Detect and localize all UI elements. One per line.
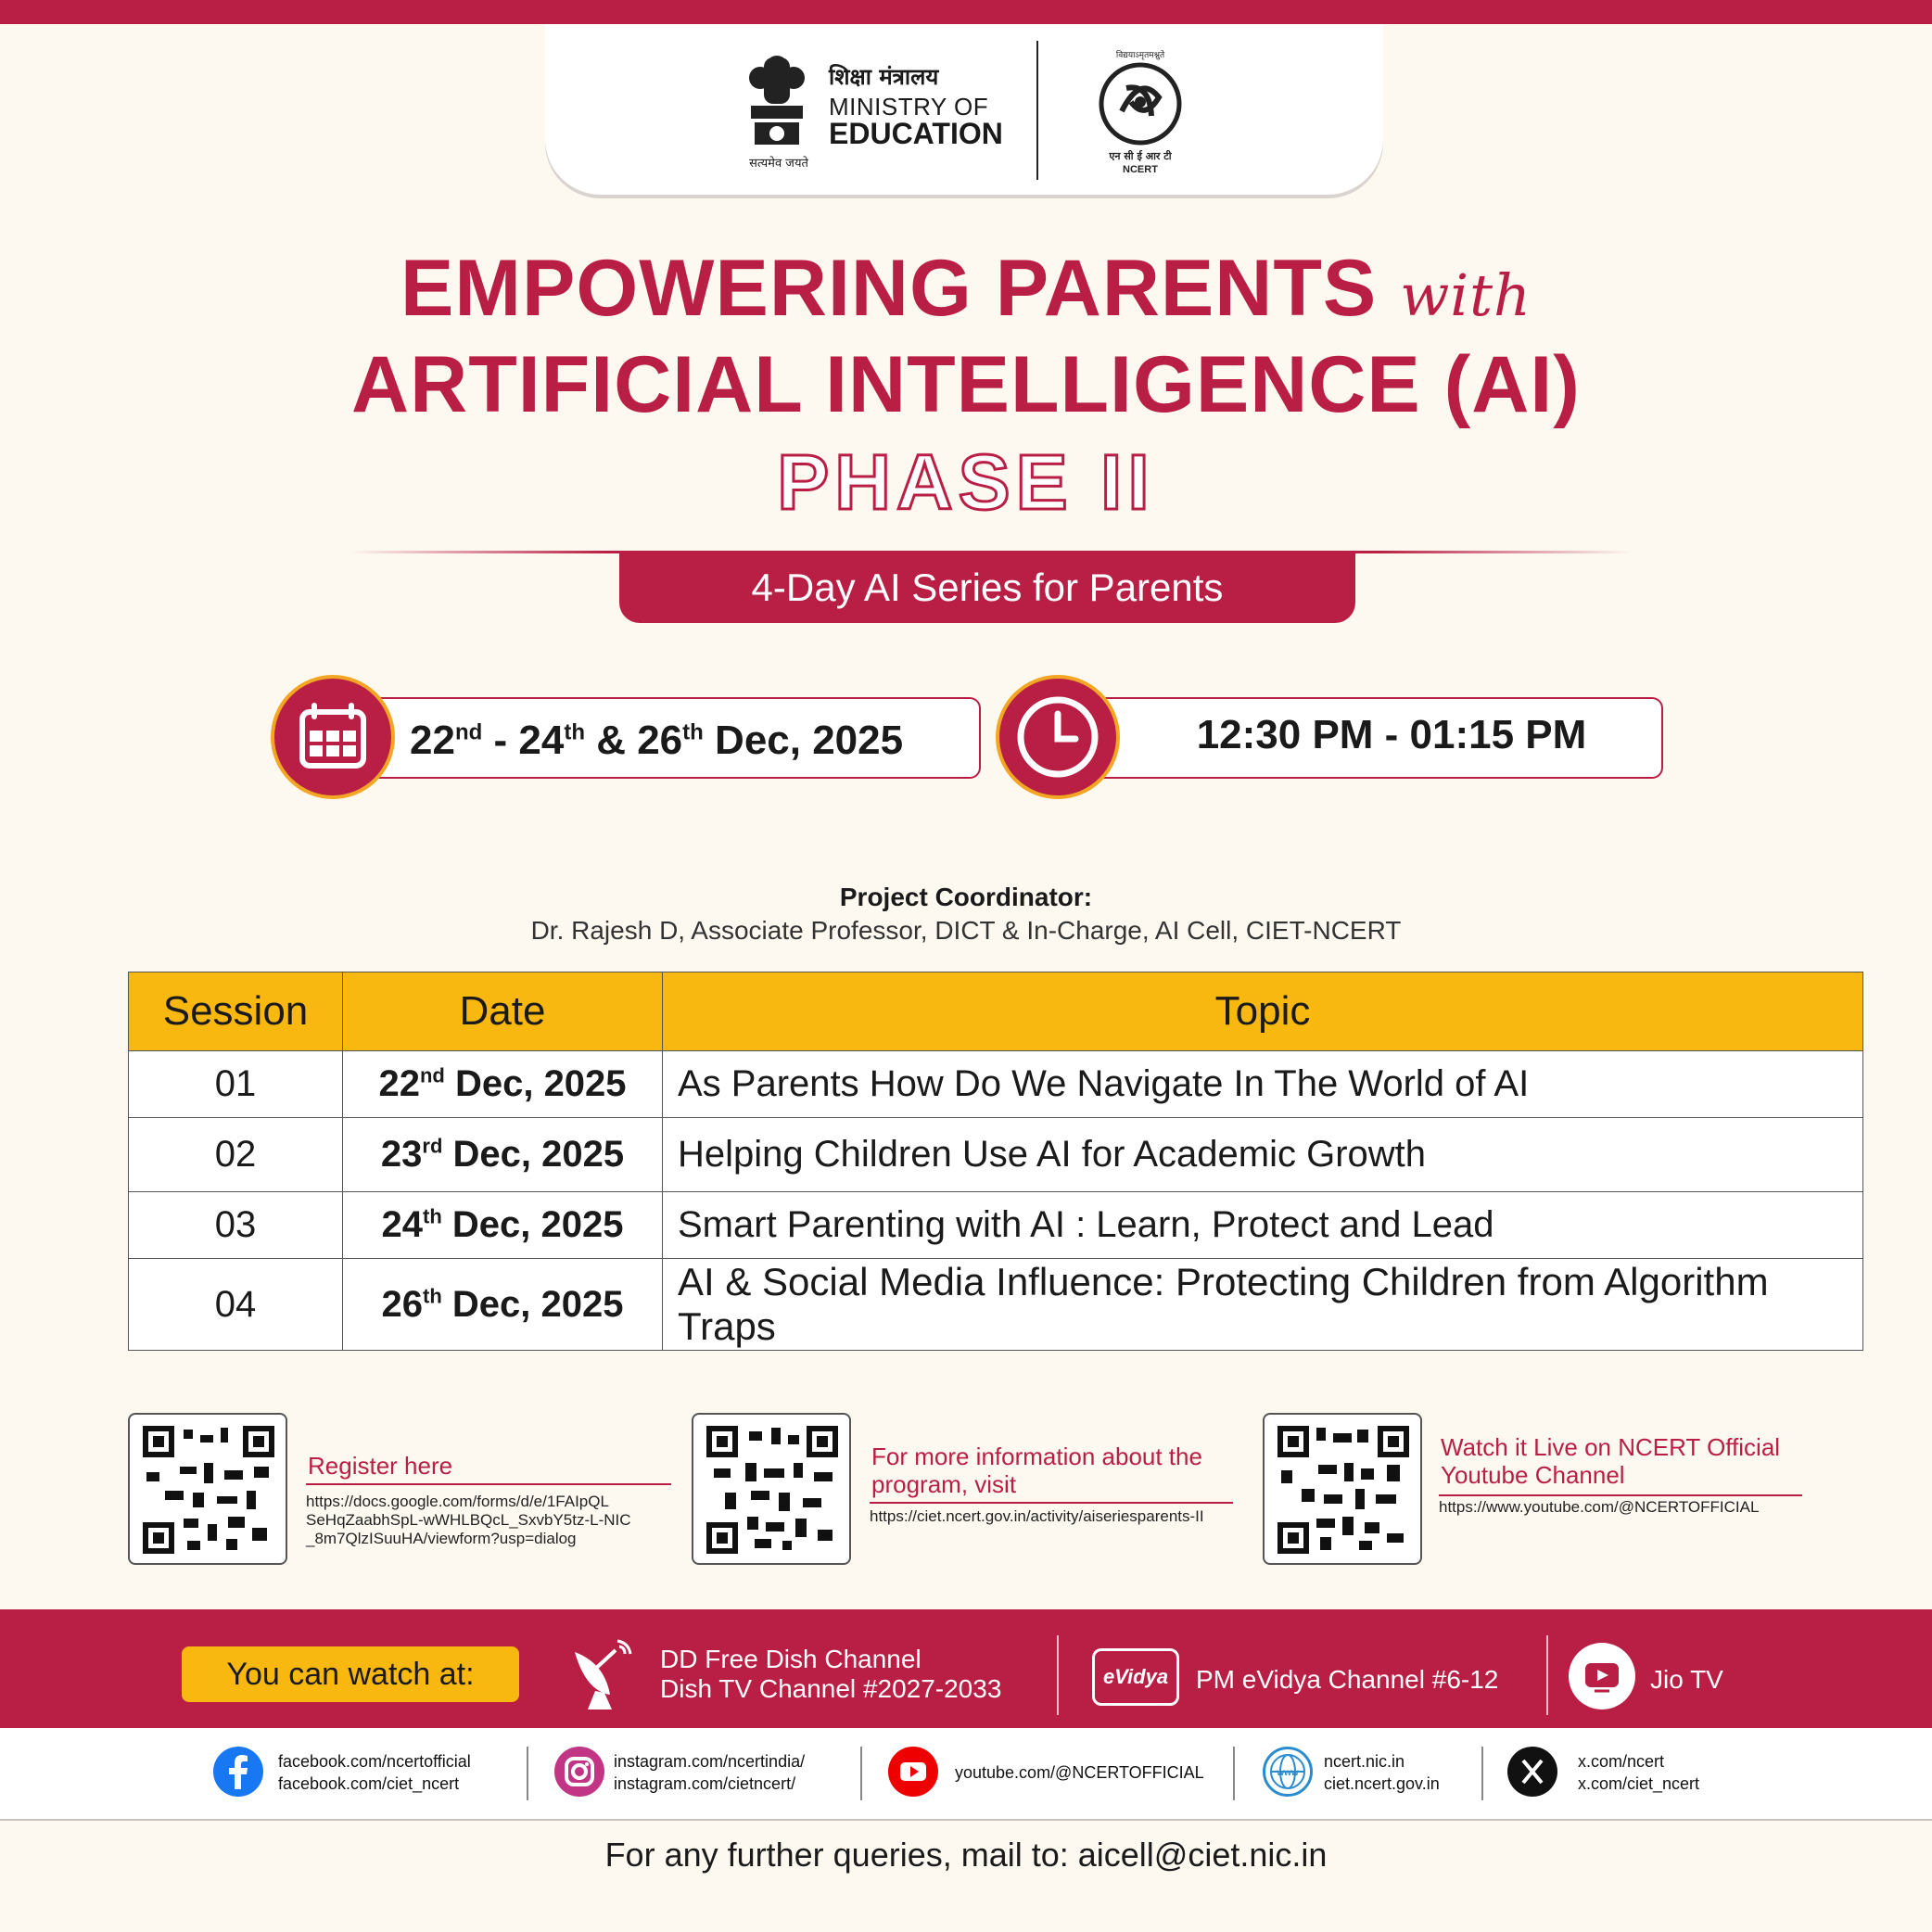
- instagram-link[interactable]: instagram.com/cietncert/: [614, 1774, 796, 1793]
- table-row: [129, 1259, 1863, 1351]
- register-url-line: https://docs.google.com/forms/d/e/1FAIpQL: [306, 1493, 609, 1510]
- register-url-line: _8m7QlzISuuHA/viewform?usp=dialog: [306, 1530, 577, 1547]
- qr-code-icon: [143, 1426, 274, 1554]
- series-label: 4-Day AI Series for Parents: [619, 553, 1355, 623]
- title-line-1-main: EMPOWERING PARENTS: [400, 244, 1378, 333]
- satellite-dish-icon: [567, 1635, 636, 1711]
- info-qr-code[interactable]: [692, 1413, 851, 1565]
- band-divider: [1057, 1635, 1059, 1715]
- event-dates: [410, 718, 903, 764]
- facebook-icon[interactable]: [213, 1747, 263, 1797]
- date-suffix: rd: [422, 1134, 443, 1158]
- session-number: 03: [129, 1192, 343, 1259]
- date-suffix: th: [682, 719, 704, 745]
- x-links[interactable]: [1578, 1750, 1699, 1795]
- website-link[interactable]: ncert.nic.in: [1324, 1752, 1405, 1771]
- session-date: [343, 1118, 663, 1192]
- event-time: 12:30 PM - 01:15 PM: [1196, 712, 1587, 757]
- session-number: 04: [129, 1259, 343, 1351]
- register-url[interactable]: [306, 1493, 631, 1548]
- youtube-title-line: Youtube Channel: [1441, 1461, 1625, 1489]
- session-topic: AI & Social Media Influence: Protecting Children from Algorithm Traps: [663, 1259, 1863, 1351]
- youtube-icon[interactable]: [888, 1747, 938, 1797]
- band-divider: [1546, 1635, 1548, 1715]
- session-date: [343, 1259, 663, 1351]
- date-part: Dec, 2025: [703, 718, 904, 763]
- title-phase: PHASE II: [777, 439, 1155, 526]
- globe-icon[interactable]: [1263, 1747, 1313, 1797]
- date-day: 24: [381, 1204, 424, 1245]
- ministry-name-line2: EDUCATION: [829, 117, 1003, 150]
- ministry-name-line1: MINISTRY OF: [829, 93, 989, 121]
- social-divider: [860, 1747, 862, 1800]
- title-with-script: with: [1400, 261, 1532, 329]
- info-title-line: For more information about the: [871, 1443, 1202, 1470]
- register-title: Register here: [308, 1452, 453, 1480]
- footer-contact-mail: For any further queries, mail to: aicell@ciet.nic.in: [604, 1836, 1328, 1874]
- date-suffix: nd: [419, 1063, 445, 1087]
- sessions-table: [128, 972, 1863, 1351]
- svg-text:विद्ययाऽमृतमश्नुते: विद्ययाऽमृतमश्नुते: [1115, 51, 1165, 60]
- session-number: 02: [129, 1118, 343, 1192]
- date-part: & 26: [584, 718, 683, 763]
- coordinator-label: Project Coordinator:: [839, 883, 1093, 911]
- social-divider: [1481, 1747, 1483, 1800]
- register-qr-code[interactable]: [128, 1413, 287, 1565]
- date-rest: Dec, 2025: [444, 1063, 627, 1104]
- title-line-2: ARTIFICIAL INTELLIGENCE (AI): [351, 340, 1581, 429]
- youtube-title-line: Watch it Live on NCERT Official: [1441, 1433, 1781, 1461]
- header-date: Date: [343, 972, 663, 1051]
- date-suffix: th: [423, 1284, 442, 1308]
- social-divider: [527, 1747, 528, 1800]
- date-day: 26: [381, 1283, 424, 1325]
- dd-free-dish-info: [660, 1645, 1001, 1704]
- evidya-channel: PM eVidya Channel #6-12: [1196, 1665, 1499, 1694]
- facebook-links[interactable]: [278, 1750, 471, 1795]
- youtube-qr-code[interactable]: [1263, 1413, 1422, 1565]
- jio-tv-icon: [1569, 1643, 1635, 1710]
- logo-divider: [1036, 41, 1038, 180]
- date-part: 22: [410, 718, 455, 763]
- coordinator-name: Dr. Rajesh D, Associate Professor, DICT & In-Charge, AI Cell, CIET-NCERT: [530, 916, 1402, 945]
- facebook-link[interactable]: facebook.com/ciet_ncert: [278, 1774, 460, 1793]
- svg-text:एन सी ई आर टी: एन सी ई आर टी: [1109, 150, 1172, 162]
- instagram-links[interactable]: [614, 1750, 805, 1795]
- x-link[interactable]: x.com/ncert: [1578, 1752, 1665, 1771]
- header-session: Session: [129, 972, 343, 1051]
- session-number: 01: [129, 1051, 343, 1118]
- evidya-logo: eVidya: [1092, 1648, 1179, 1706]
- svg-text:NCERT: NCERT: [1123, 164, 1158, 175]
- calendar-icon: [271, 675, 395, 799]
- facebook-link[interactable]: facebook.com/ncertofficial: [278, 1752, 471, 1771]
- date-suffix: nd: [454, 719, 483, 745]
- dd-line: Dish TV Channel #2027-2033: [660, 1674, 1002, 1703]
- date-rest: Dec, 2025: [441, 1283, 624, 1325]
- youtube-title: [1441, 1433, 1780, 1489]
- website-links[interactable]: [1324, 1750, 1440, 1795]
- ministry-hindi-name: शिक्षा मंत्रालय: [829, 64, 939, 90]
- national-emblem-icon: [745, 50, 808, 152]
- youtube-underline: [1439, 1494, 1802, 1496]
- session-topic: Helping Children Use AI for Academic Growth: [663, 1118, 1863, 1192]
- jio-tv-label: Jio TV: [1650, 1665, 1723, 1694]
- table-header-row: [129, 972, 1863, 1051]
- info-underline: [870, 1502, 1233, 1504]
- register-url-line: SeHqZaabhSpL-wWHLBQcL_SxvbY5tz-L-NIC: [306, 1511, 631, 1529]
- date-day: 23: [380, 1134, 423, 1175]
- watch-label: You can watch at:: [182, 1646, 519, 1702]
- svg-text:www: www: [1277, 1768, 1299, 1778]
- dd-line: DD Free Dish Channel: [660, 1645, 922, 1673]
- info-title: [871, 1443, 1202, 1498]
- date-rest: Dec, 2025: [441, 1204, 624, 1245]
- youtube-link[interactable]: youtube.com/@NCERTOFFICIAL: [955, 1763, 1204, 1782]
- session-topic: As Parents How Do We Navigate In The World of AI: [663, 1051, 1863, 1118]
- top-accent-bar: [0, 0, 1932, 24]
- header-topic: Topic: [663, 972, 1863, 1051]
- social-divider: [1233, 1747, 1235, 1800]
- table-row: [129, 1192, 1863, 1259]
- table-row: [129, 1118, 1863, 1192]
- clock-icon: [996, 675, 1120, 799]
- date-rest: Dec, 2025: [442, 1134, 625, 1175]
- date-day: 22: [378, 1063, 420, 1104]
- date-suffix: th: [564, 719, 585, 745]
- info-title-line: program, visit: [871, 1470, 1017, 1498]
- table-row: [129, 1051, 1863, 1118]
- instagram-icon[interactable]: [554, 1747, 604, 1797]
- qr-code-icon: [1277, 1426, 1409, 1554]
- qr-code-icon: [706, 1426, 838, 1554]
- info-url[interactable]: https://ciet.ncert.gov.in/activity/aiseriesparents-II: [870, 1507, 1204, 1525]
- emblem-motto: सत्यमेव जयते: [749, 157, 808, 171]
- date-part: - 24: [482, 718, 565, 763]
- session-topic: Smart Parenting with AI : Learn, Protect and Lead: [663, 1192, 1863, 1259]
- x-link[interactable]: x.com/ciet_ncert: [1578, 1774, 1700, 1793]
- session-date: [343, 1192, 663, 1259]
- session-date: [343, 1051, 663, 1118]
- instagram-link[interactable]: instagram.com/ncertindia/: [614, 1752, 806, 1771]
- website-link[interactable]: ciet.ncert.gov.in: [1324, 1774, 1440, 1793]
- x-icon[interactable]: [1507, 1747, 1557, 1797]
- ncert-logo: [1094, 46, 1187, 176]
- youtube-url[interactable]: https://www.youtube.com/@NCERTOFFICIAL: [1439, 1498, 1760, 1516]
- register-underline: [306, 1483, 671, 1485]
- date-suffix: th: [423, 1204, 442, 1228]
- title-line-1: [0, 243, 1932, 335]
